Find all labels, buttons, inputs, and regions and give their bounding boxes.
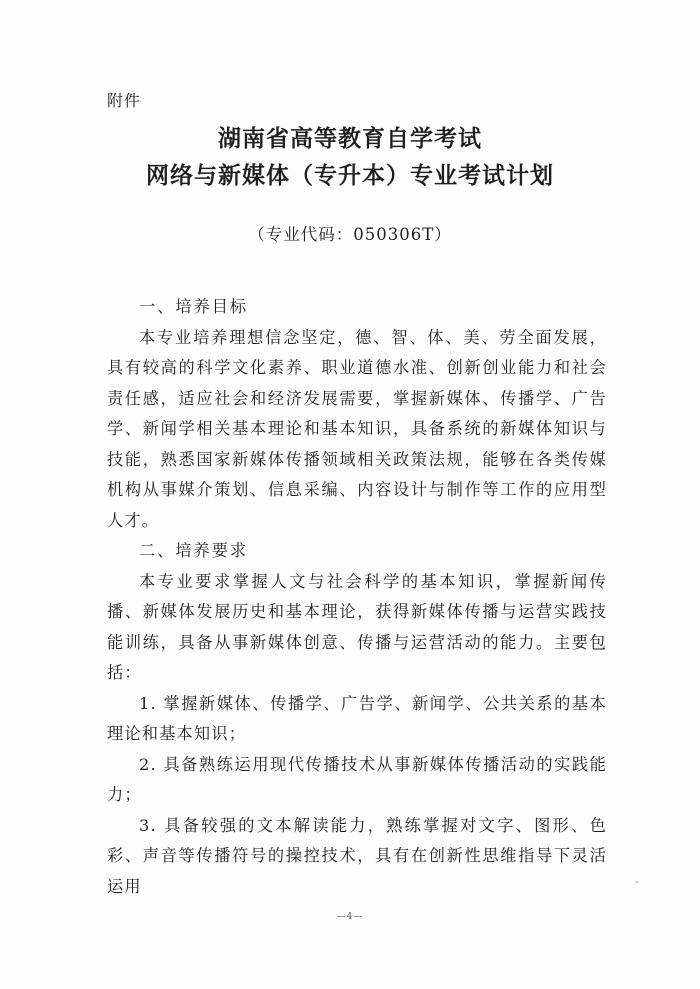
requirement-item-2: 2. 具备熟练运用现代传播技术从事新媒体传播活动的实践能力； [107,754,607,804]
major-code: （专业代码：050306T） [248,225,452,244]
document-title-line1: 湖南省高等教育自学考试 [218,126,482,152]
requirement-item-3: 3. 具备较强的文本解读能力，熟练掌握对文字、图形、色彩、声音等传播符号的操控技术，具有在创新性思维指导下灵活运用 [107,815,607,896]
scan-speck [636,881,638,883]
page-number: —4— [336,912,364,922]
document-body [107,292,607,902]
section-heading-objectives: 一、培养目标 [139,297,249,316]
section-paragraph-objectives: 本专业培养理想信念坚定，德、智、体、美、劳全面发展，具有较高的科学文化素养、职业道德水准、创新创业能力和社会责任感，适应社会和经济发展需要，掌握新媒体、传播学、广告学、新闻学相关基本理论和基本知识，具备系统的新媒体知识与技能，熟悉国家新媒体传播领域相关政策法规，能够在各类传媒机构从事媒介策划、信息采编、内容设计与制作等工作的应用型人才。 [107,327,607,530]
section-paragraph-requirements: 本专业要求掌握人文与社会科学的基本知识，掌握新闻传播、新媒体发展历史和基本理论，获得新媒体传播与运营实践技能训练，具备从事新媒体创意、传播与运营活动的能力。主要包括： [107,571,607,682]
section-heading-requirements: 二、培养要求 [139,541,249,560]
requirement-item-1: 1. 掌握新媒体、传播学、广告学、新闻学、公共关系的基本理论和基本知识； [107,693,607,743]
document-title-line2: 网络与新媒体（专升本）专业考试计划 [146,163,554,189]
attachment-label: 附件 [107,91,142,110]
